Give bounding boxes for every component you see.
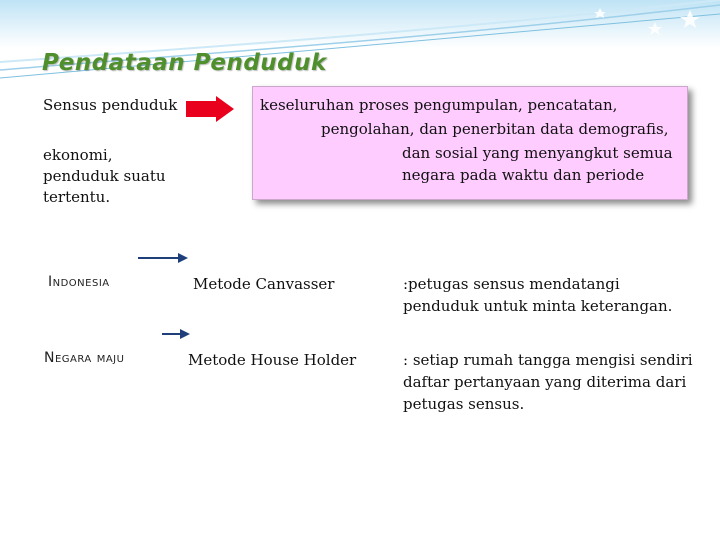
- arrow-right-icon: [162, 328, 190, 340]
- method-description-line: petugas sensus.: [403, 395, 525, 413]
- definition-line: pengolahan, dan penerbitan data demografis,: [321, 120, 669, 138]
- page-title: Pendataan Penduduk: [42, 50, 327, 76]
- arrow-right-icon: [138, 252, 188, 264]
- method-canvasser: Metode Canvasser: [193, 275, 335, 293]
- definition-line: dan sosial yang menyangkut semua: [402, 144, 673, 162]
- method-description-line: :petugas sensus mendatangi: [403, 275, 620, 293]
- right-arrow-icon: [186, 96, 234, 122]
- left-continuation-line: penduduk suatu: [43, 167, 166, 185]
- method-description-line: daftar pertanyaan yang diterima dari: [403, 373, 687, 391]
- left-continuation-line: ekonomi,: [43, 146, 113, 164]
- header-decoration: [0, 0, 720, 90]
- left-continuation-line: tertentu.: [43, 188, 111, 206]
- definition-line: keseluruhan proses pengumpulan, pencatatan,: [260, 96, 618, 114]
- definition-box: [252, 86, 688, 200]
- sensus-label: Sensus penduduk: [43, 96, 178, 114]
- method-description-line: penduduk untuk minta keterangan.: [403, 297, 673, 315]
- country-indonesia: Indonesia: [48, 274, 110, 290]
- method-house-holder: Metode House Holder: [188, 351, 357, 369]
- definition-line: negara pada waktu dan periode: [402, 166, 645, 184]
- method-description-line: : setiap rumah tangga mengisi sendiri: [403, 351, 693, 369]
- country-negara-maju: Negara maju: [44, 350, 125, 366]
